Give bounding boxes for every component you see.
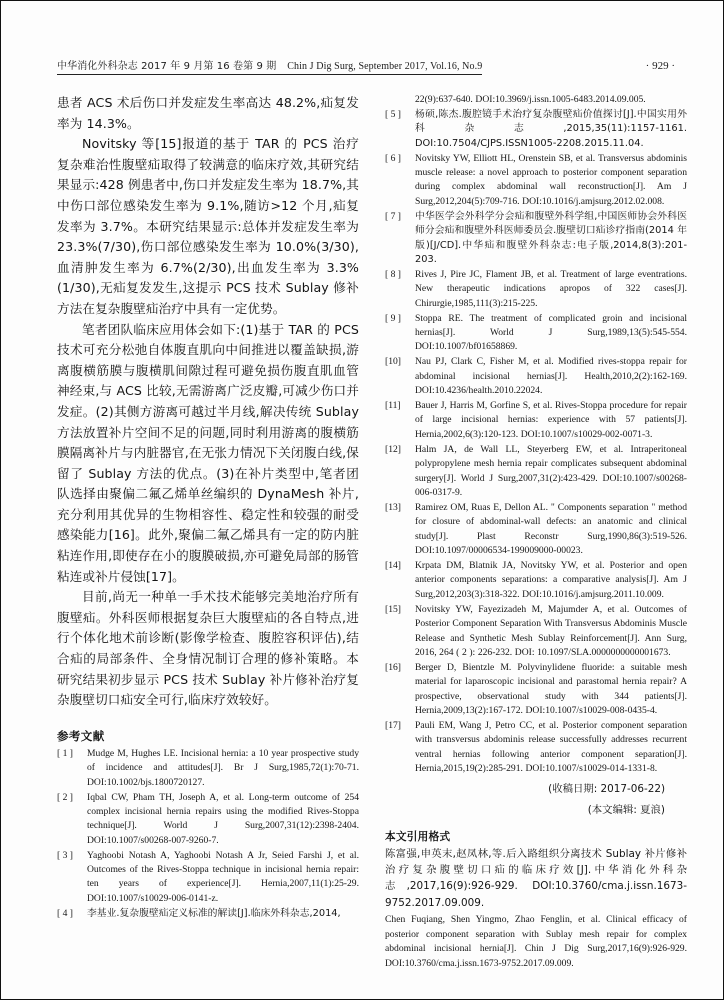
reference-number: [17] <box>385 719 401 731</box>
reference-item <box>57 907 359 921</box>
reference-text: Bauer J, Harris M, Gorfine S, et al. Rives-Stoppa procedure for repair of large incisional hernias: experience with 57 patients[J]. Hernia,2002,6(3):120-123. DOI:10.1007/s10029-002-0071-3. <box>415 400 687 440</box>
reference-text: Krpata DM, Blatnik JA, Novitsky YW, et al. Posterior and open anterior components separations: a comparative analysis[J]. Am J Surg,2012,203(3):318-322. DOI:10.1016/j.amjsurg.2011.10.009. <box>415 560 687 600</box>
reference-text: Berger D, Bientzle M. Polyvinylidene fluoride: a suitable mesh material for laparoscopic incisional and parastomal hernia repair? A prospective, observational study with 344 patients[J]. Hernia,2009,13(2):167-172. DOI:10.1007/s10029-008-0435-4. <box>415 661 687 717</box>
reference-item <box>385 355 687 398</box>
reference-item <box>385 719 687 777</box>
reference-number: [ 8 ] <box>385 268 401 280</box>
reference-text: Rives J, Pire JC, Flament JB, et al. Treatment of large eventrations. New therapeutic indications apropos of 322 cases[J]. Chirurgie,1985,111(3):215-225. <box>415 268 687 309</box>
running-head <box>57 57 482 75</box>
reference-text: Novitsky YW, Fayezizadeh M, Majumder A, et al. Outcomes of Posterior Component Separation With Transversus Abdominis Muscle Release and Synthetic Mesh Sublay Reinforcement[J]. Ann Surg, 2016, 264 ( 2 ): 226-232. DOI: 10.1097/SLA.0000000000001673. <box>415 603 687 658</box>
reference-text: Ramirez OM, Ruas E, Dellon AL. " Components separation " method for closure of abdominal-wall defects: an anatomic and clinical study[J]. Plast Reconstr Surg,1990,86(3):519-526. DOI:10.1097/00006534-199009000-00023. <box>415 501 687 557</box>
reference-item-continuation <box>385 93 687 107</box>
reference-number: [ 4 ] <box>57 907 73 919</box>
reference-number: [ 3 ] <box>57 849 73 861</box>
citation-english: Chen Fuqiang, Shen Yingmo, Zhao Fenglin, et al. Clinical efficacy of posterior component separation with Sublay mesh repair for complex abdominal incisional hernia[J]. Chin J Dig Surg,2017,16(9):926-929. DOI:10.3760/cma.j.issn.1673-9752.2017.09.009. <box>385 914 687 969</box>
reference-item <box>57 747 359 790</box>
reference-number: [10] <box>385 356 401 368</box>
reference-text: Pauli EM, Wang J, Petro CC, et al. Posterior component separation with transversus abdominis release successfully addresses recurrent ventral hernias following anterior component separation[J]. Hernia,2015,19(2):285-291. DOI:10.1007/s10029-014-1331-8. <box>415 719 687 775</box>
reference-number: [11] <box>385 400 401 412</box>
reference-number: [ 9 ] <box>385 312 401 324</box>
reference-list-continued <box>385 93 687 777</box>
reference-item <box>385 559 687 602</box>
paragraph: 目前,尚无一种单一手术技术能够完美地治疗所有腹壁疝。外科医师根据复杂巨大腹壁疝的各自特点,进行个体化地术前诊断(影像学检查、腹腔容积评估),结合疝的局部条件、全身情况制订合理的修补策略。本研究结果初步显示 PCS 技术 Sublay 补片修补治疗复杂腹壁切口疝安全可行,临床疗效较好。 <box>57 589 359 708</box>
reference-text: Yaghoobi Notash A, Yaghoobi Notash A Jr, Seied Farshi J, et al. Outcomes of the Rives-Stoppa technique in incisional hernia repair: ten years of experience[J]. Hernia,2007,11(1):25-29. DOI:10.1007/s10029-006-0141-z. <box>87 849 359 904</box>
reference-item <box>57 791 359 849</box>
reference-item <box>385 661 687 719</box>
left-column <box>57 93 359 969</box>
right-column <box>385 93 687 969</box>
reference-text: 杨硕,陈杰.腹腔镜手术治疗复杂腹壁疝价值探讨[J].中国实用外科杂志,2015,35(11):1157-1161. DOI:10.7504/CJPS.ISSN1005-2208.2015.11.04. <box>415 108 687 149</box>
reference-text: Iqbal CW, Pham TH, Joseph A, et al. Long-term outcome of 254 complex incisional hernia repairs using the modified Rives-Stoppa technique[J]. World J Surg,2007,31(12):2398-2404. DOI:10.1007/s00268-007-9260-7. <box>87 791 359 846</box>
journal-title-en: Chin J Dig Surg, September 2017, Vol.16, No.9 <box>287 61 483 72</box>
paragraph: 患者 ACS 术后伤口并发症发生率高达 48.2%,疝复发率为 14.3%。 <box>57 95 359 131</box>
reference-item <box>385 268 687 311</box>
citation-chinese: 陈富强,申英末,赵凤林,等.后入路组织分离技术 Sublay 补片修补治疗复杂腹壁切口疝的临床疗效[J].中华消化外科杂志,2017,16(9):926-929. DOI:10.3760/cma.j.issn.1673-9752.2017.09.009. <box>385 847 687 909</box>
reference-list <box>57 747 359 921</box>
citation-format-heading: 本文引用格式 <box>385 830 451 843</box>
paragraph: Novitsky 等[15]报道的基于 TAR 的 PCS 治疗复杂难治性腹壁疝取得了较满意的临床疗效,其研究结果显示:428 例患者中,伤口并发症发生率为 18.7%,其中伤口部位感染发生率为 9.1%,随访>12 个月,疝复发率为 3.7%。本研究结果显示:总体并发症发生率为 23.3%(7/30),伤口部位感染发生率为 10.0%(3/30),血清肿发生率为 6.7%(2/30),出血发生率为 3.3%(1/30),无疝复发发生,这提示 PCS 技术 Sublay 修补方法在复杂腹壁疝治疗中具有一定优势。 <box>57 136 359 316</box>
reference-number: [ 5 ] <box>385 108 401 120</box>
reference-item <box>385 152 687 210</box>
reference-number: [ 1 ] <box>57 747 73 759</box>
two-column-body <box>57 93 687 969</box>
reference-text: Halm JA, de Wall LL, Steyerberg EW, et al. Intraperitoneal polypropylene mesh hernia repair complicates subsequent abdominal surgery[J]. World J Surg,2007,31(2):423-429. DOI:10.1007/s00268-006-0317-9. <box>415 443 687 498</box>
reference-text: 李基业.复杂腹壁疝定义标准的解读[J].临床外科杂志,2014, <box>87 907 341 919</box>
article-body <box>57 93 359 711</box>
reference-item <box>385 210 687 268</box>
reference-text: Mudge M, Hughes LE. Incisional hernia: a 10 year prospective study of incidence and attitudes[J]. Br J Surg,1985,72(1):70-71. DOI:10.1002/bjs.1800720127. <box>87 747 359 788</box>
reference-item <box>385 603 687 661</box>
reference-number: [ 7 ] <box>385 210 401 222</box>
reference-text: Novitsky YW, Elliott HL, Orenstein SB, et al. Transversus abdominis muscle release: a novel approach to posterior component separation during complex abdominal wall reconstruction[J]. Am J Surg,2012,204(5):709-716. DOI:10.1016/j.amjsurg.2012.02.008. <box>415 152 687 207</box>
page-header <box>57 57 675 79</box>
reference-number: [15] <box>385 603 401 615</box>
reference-text: Stoppa RE. The treatment of complicated groin and incisional hernias[J]. World J Surg,1989,13(5):545-554. DOI:10.1007/bf01658869. <box>415 312 687 353</box>
page-number: · 929 · <box>645 60 675 72</box>
reference-number: [14] <box>385 560 401 571</box>
reference-number: [ 2 ] <box>57 791 73 803</box>
reference-item <box>385 443 687 501</box>
reference-number: [ 6 ] <box>385 152 401 164</box>
reference-number: [16] <box>385 661 401 673</box>
reference-item <box>385 501 687 559</box>
editor-credit: (本文编辑: 夏浪) <box>587 803 665 816</box>
reference-number: [13] <box>385 501 401 513</box>
reference-item <box>385 108 687 151</box>
journal-title-cn: 中华消化外科杂志 2017 年 9 月第 16 卷第 9 期 <box>57 61 277 72</box>
reference-text: 中华医学会外科学分会疝和腹壁外科学组,中国医师协会外科医师分会疝和腹壁外科医师委员会.腹壁切口疝诊疗指南(2014 年版)[J/CD].中华疝和腹壁外科杂志:电子版,2014,8(3):201-203. <box>415 210 687 265</box>
reference-item <box>385 312 687 355</box>
reference-item <box>385 399 687 442</box>
reference-text: 22(9):637-640. DOI:10.3969/j.issn.1005-6483.2014.09.005. <box>415 94 646 105</box>
reference-number: [12] <box>385 443 401 455</box>
reference-item <box>57 849 359 907</box>
received-date: (收稿日期: 2017-06-22) <box>548 782 665 795</box>
paragraph: 笔者团队临床应用体会如下:(1)基于 TAR 的 PCS 技术可充分松弛自体腹直肌向中间推进以覆盖缺损,游离腹横筋膜与腹横肌间隙过程可避免损伤腹直肌血管神经束,与 ACS 比较,无需游离广泛皮瓣,可减少伤口并发症。(2)其侧方游离可越过半月线,解决传统 Sublay 方法放置补片空间不足的问题,同时利用游离的腹横筋膜隔离补片与内脏器官,在无张力情况下关闭腹白线,保留了 Sublay 方法的优点。(3)在补片类型中,笔者团队选择由聚偏二氟乙烯单丝编织的 DynaMesh 补片,充分利用其优异的生物相容性、稳定性和较强的耐受感染能力[16]。此外,聚偏二氟乙烯具有一定的防内脏粘连作用,即使存在小的腹膜破损,亦可避免局部的肠管粘连或补片侵蚀[17]。 <box>57 321 359 584</box>
references-heading: 参考文献 <box>57 728 105 743</box>
reference-text: Nau PJ, Clark C, Fisher M, et al. Modified rives-stoppa repair for abdominal incisional hernias[J]. Health,2010,2(2):162-169. DOI:10.4236/health.2010.22024. <box>415 356 687 397</box>
